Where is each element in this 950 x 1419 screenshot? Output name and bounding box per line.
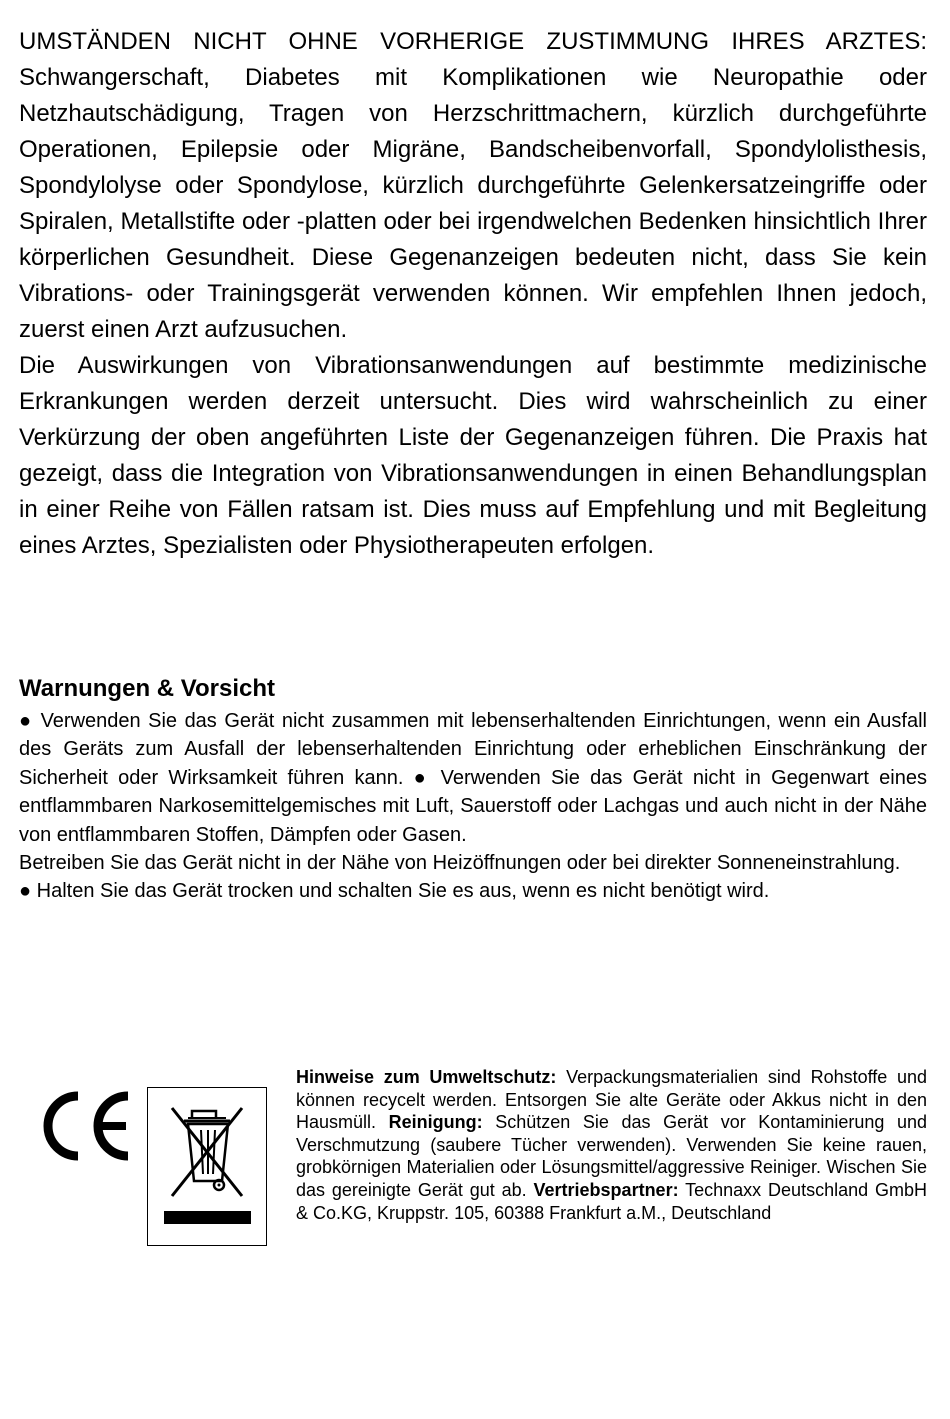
warnings-paragraph-3 bbox=[19, 877, 927, 905]
distributor-label: Vertriebspartner: bbox=[533, 1179, 679, 1200]
warning-flammable: Verwenden Sie das Gerät nicht in Gegenwart eines entflammbaren Narkosemittelgemisches mit Luft, Sauerstoff oder Lachgas und auch nicht in der Nähe von entflammbaren Stoffen, Dämpfen oder Gasen. bbox=[19, 766, 927, 846]
warnings-section bbox=[19, 707, 927, 906]
warning-life-support: Verwenden Sie das Gerät nicht zusammen mit lebenserhaltenden Einrichtungen, wenn ein Ausfall des Geräts zum Ausfall der lebenserhaltenden Einrichtung oder erheblichen Einschränkung der Sicherheit oder Wirksamkeit führen kann. bbox=[19, 710, 927, 789]
warnings-heading: Warnungen & Vorsicht bbox=[19, 675, 276, 702]
distributor-text: Technaxx Deutschland GmbH & Co.KG, Kruppstr. 105, 60388 Frankfurt a.M., Deutschland bbox=[296, 1179, 927, 1223]
cleaning-label: Reinigung: bbox=[388, 1112, 483, 1133]
bullet-icon: ● bbox=[19, 710, 34, 732]
warnings-paragraph-1 bbox=[19, 707, 927, 849]
ce-mark-icon bbox=[38, 1090, 134, 1162]
contraindications-paragraph: UMSTÄNDEN NICHT OHNE VORHERIGE ZUSTIMMUNG IHRES ARZTES: Schwangerschaft, Diabetes mit Komplikationen wie Neuropathie oder Netzhautschädigung, Tragen von Herzschrittmachern, kürzlich durchgeführte Operationen, Epilepsie oder Migräne, Bandscheibenvorfall, Spondylolisthesis, Spondylolyse oder Spondylose, kürzlich durchgeführte Gelenkersatzeingriffe oder Spiralen, Metallstifte oder -platten oder bei irgendwelchen Bedenken hinsichtlich Ihrer körperlichen Gesundheit. Diese Gegenanzeigen bedeuten nicht, dass Sie kein Vibrations- oder Trainingsgerät verwenden können. Wir empfehlen Ihnen jedoch, zuerst einen Arzt aufzusuchen. bbox=[19, 28, 927, 343]
warning-heat-sources: Betreiben Sie das Gerät nicht in der Nähe von Heizöffnungen oder bei direkter Sonneneinstrahlung. bbox=[19, 852, 901, 875]
vibration-research-paragraph: Die Auswirkungen von Vibrationsanwendungen auf bestimmte medizinische Erkrankungen werden derzeit untersucht. Dies wird wahrscheinlich zu einer Verkürzung der oben angeführten Liste der Gegenanzeigen führen. Die Praxis hat gezeigt, dass die Integration von Vibrationsanwendungen in einen Behandlungsplan in einer Reihe von Fällen ratsam ist. Dies muss auf Empfehlung und mit Begleitung eines Arztes, Spezialisten oder Physiotherapeuten erfolgen. bbox=[19, 352, 927, 559]
contraindications-section bbox=[19, 24, 927, 564]
weee-symbol bbox=[147, 1087, 267, 1246]
environment-label: Hinweise zum Umweltschutz: bbox=[296, 1067, 557, 1087]
crossed-out-wheelie-bin-icon bbox=[148, 1088, 265, 1244]
bullet-icon: ● bbox=[19, 880, 32, 903]
environment-text: Verpackungsmaterialien sind Rohstoffe und können recycelt werden. Entsorgen Sie alte Geräte oder Akkus nicht in den Hausmüll. bbox=[296, 1067, 928, 1133]
environment-notice bbox=[296, 1066, 927, 1224]
cleaning-text: Schützen Sie das Gerät vor Kontaminierung und Verschmutzung (saubere Tücher verwenden). Verwenden Sie keine rauen, grobkörnigen Materialien oder Lösungsmittel/aggressive Reiniger. Wischen Sie das gereinigte Gerät gut ab. bbox=[296, 1112, 927, 1200]
warning-keep-dry: Halten Sie das Gerät trocken und schalten Sie es aus, wenn es nicht benötigt wird. bbox=[36, 880, 770, 903]
bullet-icon: ● bbox=[413, 766, 431, 789]
